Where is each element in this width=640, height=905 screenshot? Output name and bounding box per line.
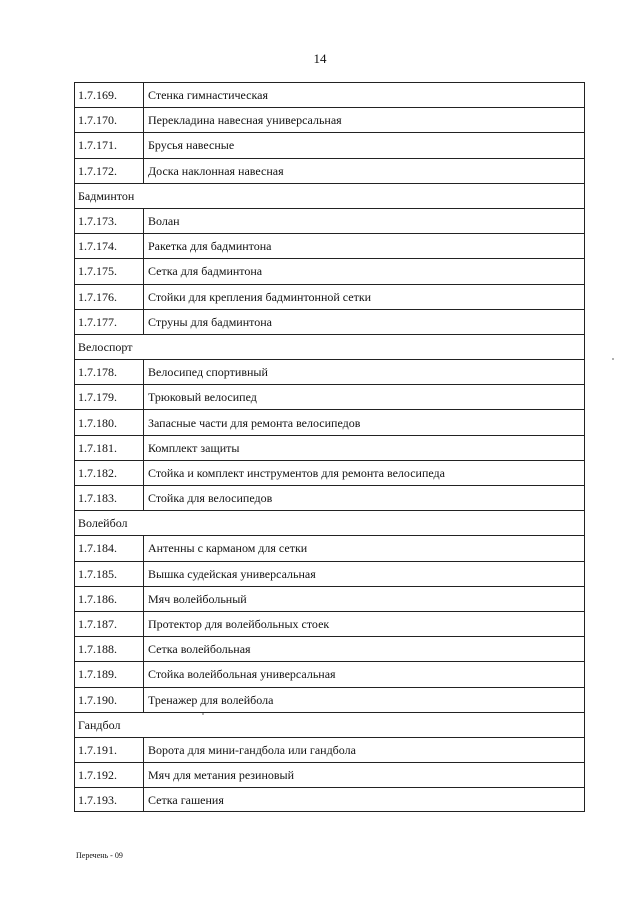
- section-title: Бадминтон: [78, 188, 135, 203]
- item-name: Мяч волейбольный: [148, 591, 247, 606]
- item-name: Стойка для велосипедов: [148, 491, 273, 506]
- footer-label: Перечень - 09: [76, 851, 123, 860]
- item-name: Трюковый велосипед: [148, 390, 257, 405]
- item-code: 1.7.177.: [75, 310, 144, 334]
- table-row: [74, 737, 585, 762]
- item-name: Антенны с карманом для сетки: [148, 541, 308, 556]
- section-row: [74, 510, 585, 535]
- item-code: 1.7.191.: [75, 738, 144, 762]
- item-code: 1.7.186.: [75, 587, 144, 611]
- table-row: [74, 762, 585, 787]
- section-title: Волейбол: [78, 516, 128, 531]
- item-code: 1.7.169.: [75, 83, 144, 107]
- item-code: 1.7.181.: [75, 436, 144, 460]
- item-name: Ракетка для бадминтона: [148, 239, 272, 254]
- item-name: Доска наклонная навесная: [148, 163, 284, 178]
- table-row: [74, 132, 585, 157]
- item-code: 1.7.172.: [75, 159, 144, 183]
- item-name: Перекладина навесная универсальная: [148, 113, 342, 128]
- table-row: [74, 636, 585, 661]
- item-code: 1.7.176.: [75, 285, 144, 309]
- item-code: 1.7.178.: [75, 360, 144, 384]
- table-row: [74, 107, 585, 132]
- item-name: Ворота для мини-гандбола или гандбола: [148, 742, 356, 757]
- item-code: 1.7.182.: [75, 461, 144, 485]
- item-name: Комплект защиты: [148, 440, 240, 455]
- table-row: [74, 611, 585, 636]
- item-name: Сетка гашения: [148, 792, 224, 807]
- item-code: 1.7.192.: [75, 763, 144, 787]
- item-name: Волан: [148, 214, 180, 229]
- item-code: 1.7.190.: [75, 688, 144, 712]
- table-row: [74, 284, 585, 309]
- item-code: 1.7.187.: [75, 612, 144, 636]
- table-row: [74, 309, 585, 334]
- table-row: [74, 460, 585, 485]
- item-code: 1.7.170.: [75, 108, 144, 132]
- item-name: Стойка волейбольная универсальная: [148, 667, 336, 682]
- table-row: [74, 384, 585, 409]
- item-code: 1.7.175.: [75, 259, 144, 283]
- page-number: 14: [313, 51, 327, 66]
- table-row: [74, 359, 585, 384]
- item-code: 1.7.189.: [75, 662, 144, 686]
- item-code: 1.7.179.: [75, 385, 144, 409]
- item-name: Тренажер для волейбола: [148, 692, 274, 707]
- item-name: Брусья навесные: [148, 138, 235, 153]
- table-row: [74, 409, 585, 434]
- item-code: 1.7.171.: [75, 133, 144, 157]
- table-row: [74, 208, 585, 233]
- table-row: [74, 258, 585, 283]
- table-row: [74, 661, 585, 686]
- section-row: [74, 712, 585, 737]
- scan-speck: [202, 713, 204, 715]
- item-name: Стенка гимнастическая: [148, 88, 268, 103]
- item-code: 1.7.193.: [75, 788, 144, 811]
- section-title: Велоспорт: [78, 339, 133, 354]
- item-code: 1.7.173.: [75, 209, 144, 233]
- item-name: Стойки для крепления бадминтонной сетки: [148, 289, 372, 304]
- item-name: Стойка и комплект инструментов для ремонта велосипеда: [148, 465, 445, 480]
- table-row: [74, 158, 585, 183]
- item-name: Велосипед спортивный: [148, 365, 268, 380]
- item-name: Сетка волейбольная: [148, 642, 251, 657]
- item-code: 1.7.185.: [75, 562, 144, 586]
- item-code: 1.7.180.: [75, 410, 144, 434]
- equipment-list-table: [74, 82, 585, 812]
- item-name: Струны для бадминтона: [148, 314, 272, 329]
- section-row: [74, 334, 585, 359]
- table-row: [74, 435, 585, 460]
- section-title: Гандбол: [78, 717, 121, 732]
- table-row: [74, 485, 585, 510]
- table-row: [74, 586, 585, 611]
- section-row: [74, 183, 585, 208]
- scan-speck: [612, 358, 614, 360]
- item-name: Запасные части для ремонта велосипедов: [148, 415, 361, 430]
- table-row: [74, 561, 585, 586]
- item-code: 1.7.174.: [75, 234, 144, 258]
- item-name: Протектор для волейбольных стоек: [148, 617, 330, 632]
- item-code: 1.7.183.: [75, 486, 144, 510]
- table-row: [74, 787, 585, 812]
- item-name: Сетка для бадминтона: [148, 264, 263, 279]
- table-row: [74, 535, 585, 560]
- item-code: 1.7.188.: [75, 637, 144, 661]
- item-name: Вышка судейская универсальная: [148, 566, 316, 581]
- table-row: [74, 233, 585, 258]
- item-code: 1.7.184.: [75, 536, 144, 560]
- table-row: [74, 82, 585, 107]
- table-row: [74, 687, 585, 712]
- item-name: Мяч для метания резиновый: [148, 768, 295, 783]
